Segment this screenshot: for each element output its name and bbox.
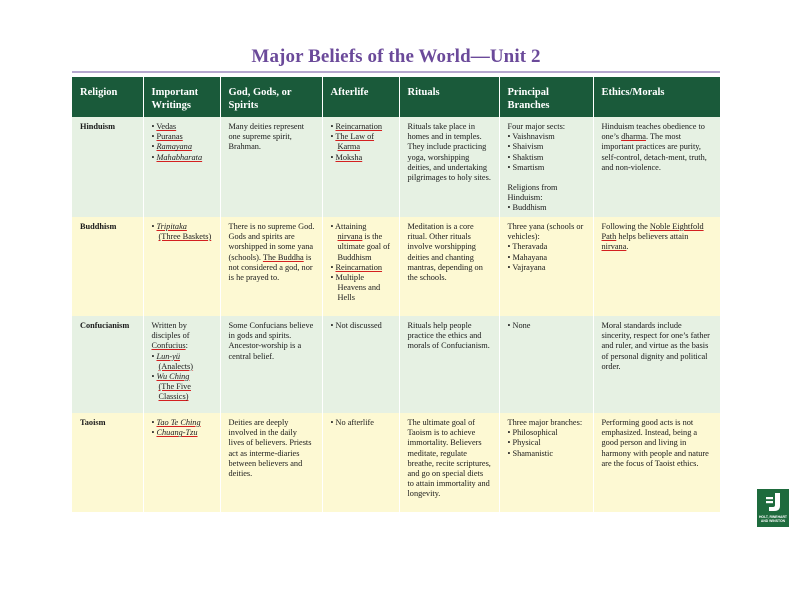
list-item: • Vajrayana <box>508 263 586 273</box>
link-tao-te-ching[interactable]: Tao Te Ching <box>156 418 201 427</box>
page-title: Major Beliefs of the World—Unit 2 <box>251 46 541 67</box>
afterlife-cell <box>322 316 399 413</box>
text: There is no supreme God. Gods and spirits are worshipped in some yana (schools). <box>228 222 315 262</box>
spacer <box>508 173 586 183</box>
logo-line: AND WINSTON <box>760 519 786 523</box>
ethics-cell <box>593 117 720 217</box>
logo-line: HOLT, RINEHART <box>758 515 787 519</box>
link-confucius[interactable]: Confucius <box>151 341 186 351</box>
branches-cell <box>499 217 593 316</box>
column-header: God, Gods, or Spirits <box>220 77 322 117</box>
list-item: • Vaishnavism <box>508 132 586 142</box>
text: Attaining <box>335 222 367 231</box>
link-lun-yu[interactable]: Lun-yü <box>156 351 180 361</box>
rituals-cell: Meditation is a core ritual. Other rituals involve worshipping deities and chanting mantras, depending on the schools. <box>399 217 499 316</box>
religion-name: Taoism <box>72 413 143 512</box>
column-header: Afterlife <box>322 77 399 117</box>
ethics-cell: Performing good acts is not emphasized. Instead, being a good person and living in harmony with people and nature are the focus of Taoist ethics. <box>593 413 720 512</box>
link-puranas[interactable]: Puranas <box>156 132 183 142</box>
list-item: • Mahayana <box>508 253 586 263</box>
column-header: Important Writings <box>143 77 220 117</box>
link-the-buddha[interactable]: The Buddha <box>262 252 304 262</box>
branches-note: Religions from Hinduism: <box>507 183 558 203</box>
list-item: • None <box>508 321 586 331</box>
branches-cell <box>499 413 593 512</box>
list-item: • Multiple Heavens and Hells <box>331 273 392 304</box>
text: is the ultimate goal of Buddhism <box>337 232 391 262</box>
table-row-taoism <box>72 413 720 512</box>
list-item: • Shaivism <box>508 142 586 152</box>
religion-name: Confucianism <box>72 316 143 413</box>
text: . <box>626 242 629 252</box>
text: Written by disciples of <box>151 321 190 341</box>
table-row-buddhism <box>72 217 720 316</box>
ethics-cell <box>593 217 720 316</box>
writings-cell <box>143 117 220 217</box>
table-header-row <box>72 77 720 117</box>
link-reincarnation[interactable]: Reincarnation <box>335 262 383 272</box>
list-item: • Shaktism <box>508 153 586 163</box>
rituals-cell: The ultimate goal of Taoism is to achieve immortality. Believers meditate, regulate breathe, recite scriptures, and go on special diets to attain immortality and longevity. <box>399 413 499 512</box>
ethics-cell: Moral standards include sincerity, respect for one’s father and ruler, and virtue as the basis of personal dignity and political order. <box>593 316 720 413</box>
afterlife-cell <box>322 117 399 217</box>
list-item: • Buddhism <box>508 203 586 213</box>
link-dharma[interactable]: dharma <box>621 132 646 142</box>
religion-name: Buddhism <box>72 217 143 316</box>
link-ramayana[interactable]: Ramayana <box>156 142 192 152</box>
link-law-of-karma[interactable]: The Law of Karma <box>335 132 375 152</box>
link-mahabharata[interactable]: Mahabharata <box>156 152 203 162</box>
link-noble-eightfold-path[interactable]: Noble Eightfold Path <box>601 222 704 242</box>
beliefs-table <box>72 77 720 512</box>
text: Following the <box>601 222 650 231</box>
list-item: • Philosophical <box>508 428 586 438</box>
text: Hinduism teaches obedience to one’s <box>601 122 705 142</box>
logo-mark-icon <box>757 489 789 515</box>
afterlife-cell <box>322 217 399 316</box>
gods-cell: Deities are deeply involved in the daily lives of believers. Priests act as interme-diaries between believers and deities. <box>220 413 322 512</box>
title-divider <box>72 71 720 73</box>
writings-cell <box>143 217 220 316</box>
text: . The most important practices are purity, self-control, detach-ment, truth, and non-violence. <box>601 132 707 172</box>
gods-cell: Many deities represent one supreme spirit, Brahman. <box>220 117 322 217</box>
link-moksha[interactable]: Moksha <box>335 152 363 162</box>
branches-cell <box>499 316 593 413</box>
writings-cell <box>143 316 220 413</box>
link-tripitaka[interactable]: Tripitaka <box>156 222 187 231</box>
branches-intro: Four major sects: <box>507 122 566 131</box>
table-row-hinduism <box>72 117 720 217</box>
writings-cell <box>143 413 220 512</box>
text: : <box>185 341 188 351</box>
list-item: • Smartism <box>508 163 586 173</box>
column-header: Religion <box>72 77 143 117</box>
link-vedas[interactable]: Vedas <box>156 122 177 131</box>
afterlife-cell <box>322 413 399 512</box>
link-nirvana[interactable]: nirvana <box>337 232 363 242</box>
rituals-cell: Rituals take place in homes and in temples. They include practicing yoga, worshipping deities, and undertaking pilgrimages to holy sites. <box>399 117 499 217</box>
gods-cell: Some Confucians believe in gods and spirits. Ancestor-worship is a central belief. <box>220 316 322 413</box>
link-chuang-tzu[interactable]: Chuang-Tzu <box>156 428 198 438</box>
rituals-cell: Rituals help people practice the ethics and morals of Confucianism. <box>399 316 499 413</box>
text: is not considered a god, nor is he prayed to. <box>228 252 313 283</box>
religion-name: Hinduism <box>72 117 143 217</box>
list-item: • No afterlife <box>331 418 392 428</box>
link-five-classics[interactable]: (The Five Classics) <box>158 382 191 402</box>
link-reincarnation[interactable]: Reincarnation <box>335 122 383 131</box>
list-item: • Theravada <box>508 242 586 252</box>
logo-text <box>757 515 789 523</box>
list-item: • Not discussed <box>331 321 392 331</box>
link-three-baskets[interactable]: (Three Baskets) <box>158 232 212 242</box>
publisher-logo <box>757 489 789 527</box>
branches-intro: Three yana (schools or vehicles): <box>507 222 584 242</box>
link-nirvana[interactable]: nirvana <box>601 242 627 252</box>
gods-cell <box>220 217 322 316</box>
branches-cell <box>499 117 593 217</box>
column-header: Ethics/Morals <box>593 77 720 117</box>
column-header: Rituals <box>399 77 499 117</box>
list-item: • Physical <box>508 438 586 448</box>
branches-intro: Three major branches: <box>507 418 583 427</box>
link-wu-ching[interactable]: Wu Ching <box>156 372 190 382</box>
text: helps believers attain <box>616 232 689 242</box>
table-row-confucianism <box>72 316 720 413</box>
list-item: • Shamanistic <box>508 449 586 459</box>
column-header: Principal Branches <box>499 77 593 117</box>
link-analects[interactable]: (Analects) <box>158 361 194 371</box>
